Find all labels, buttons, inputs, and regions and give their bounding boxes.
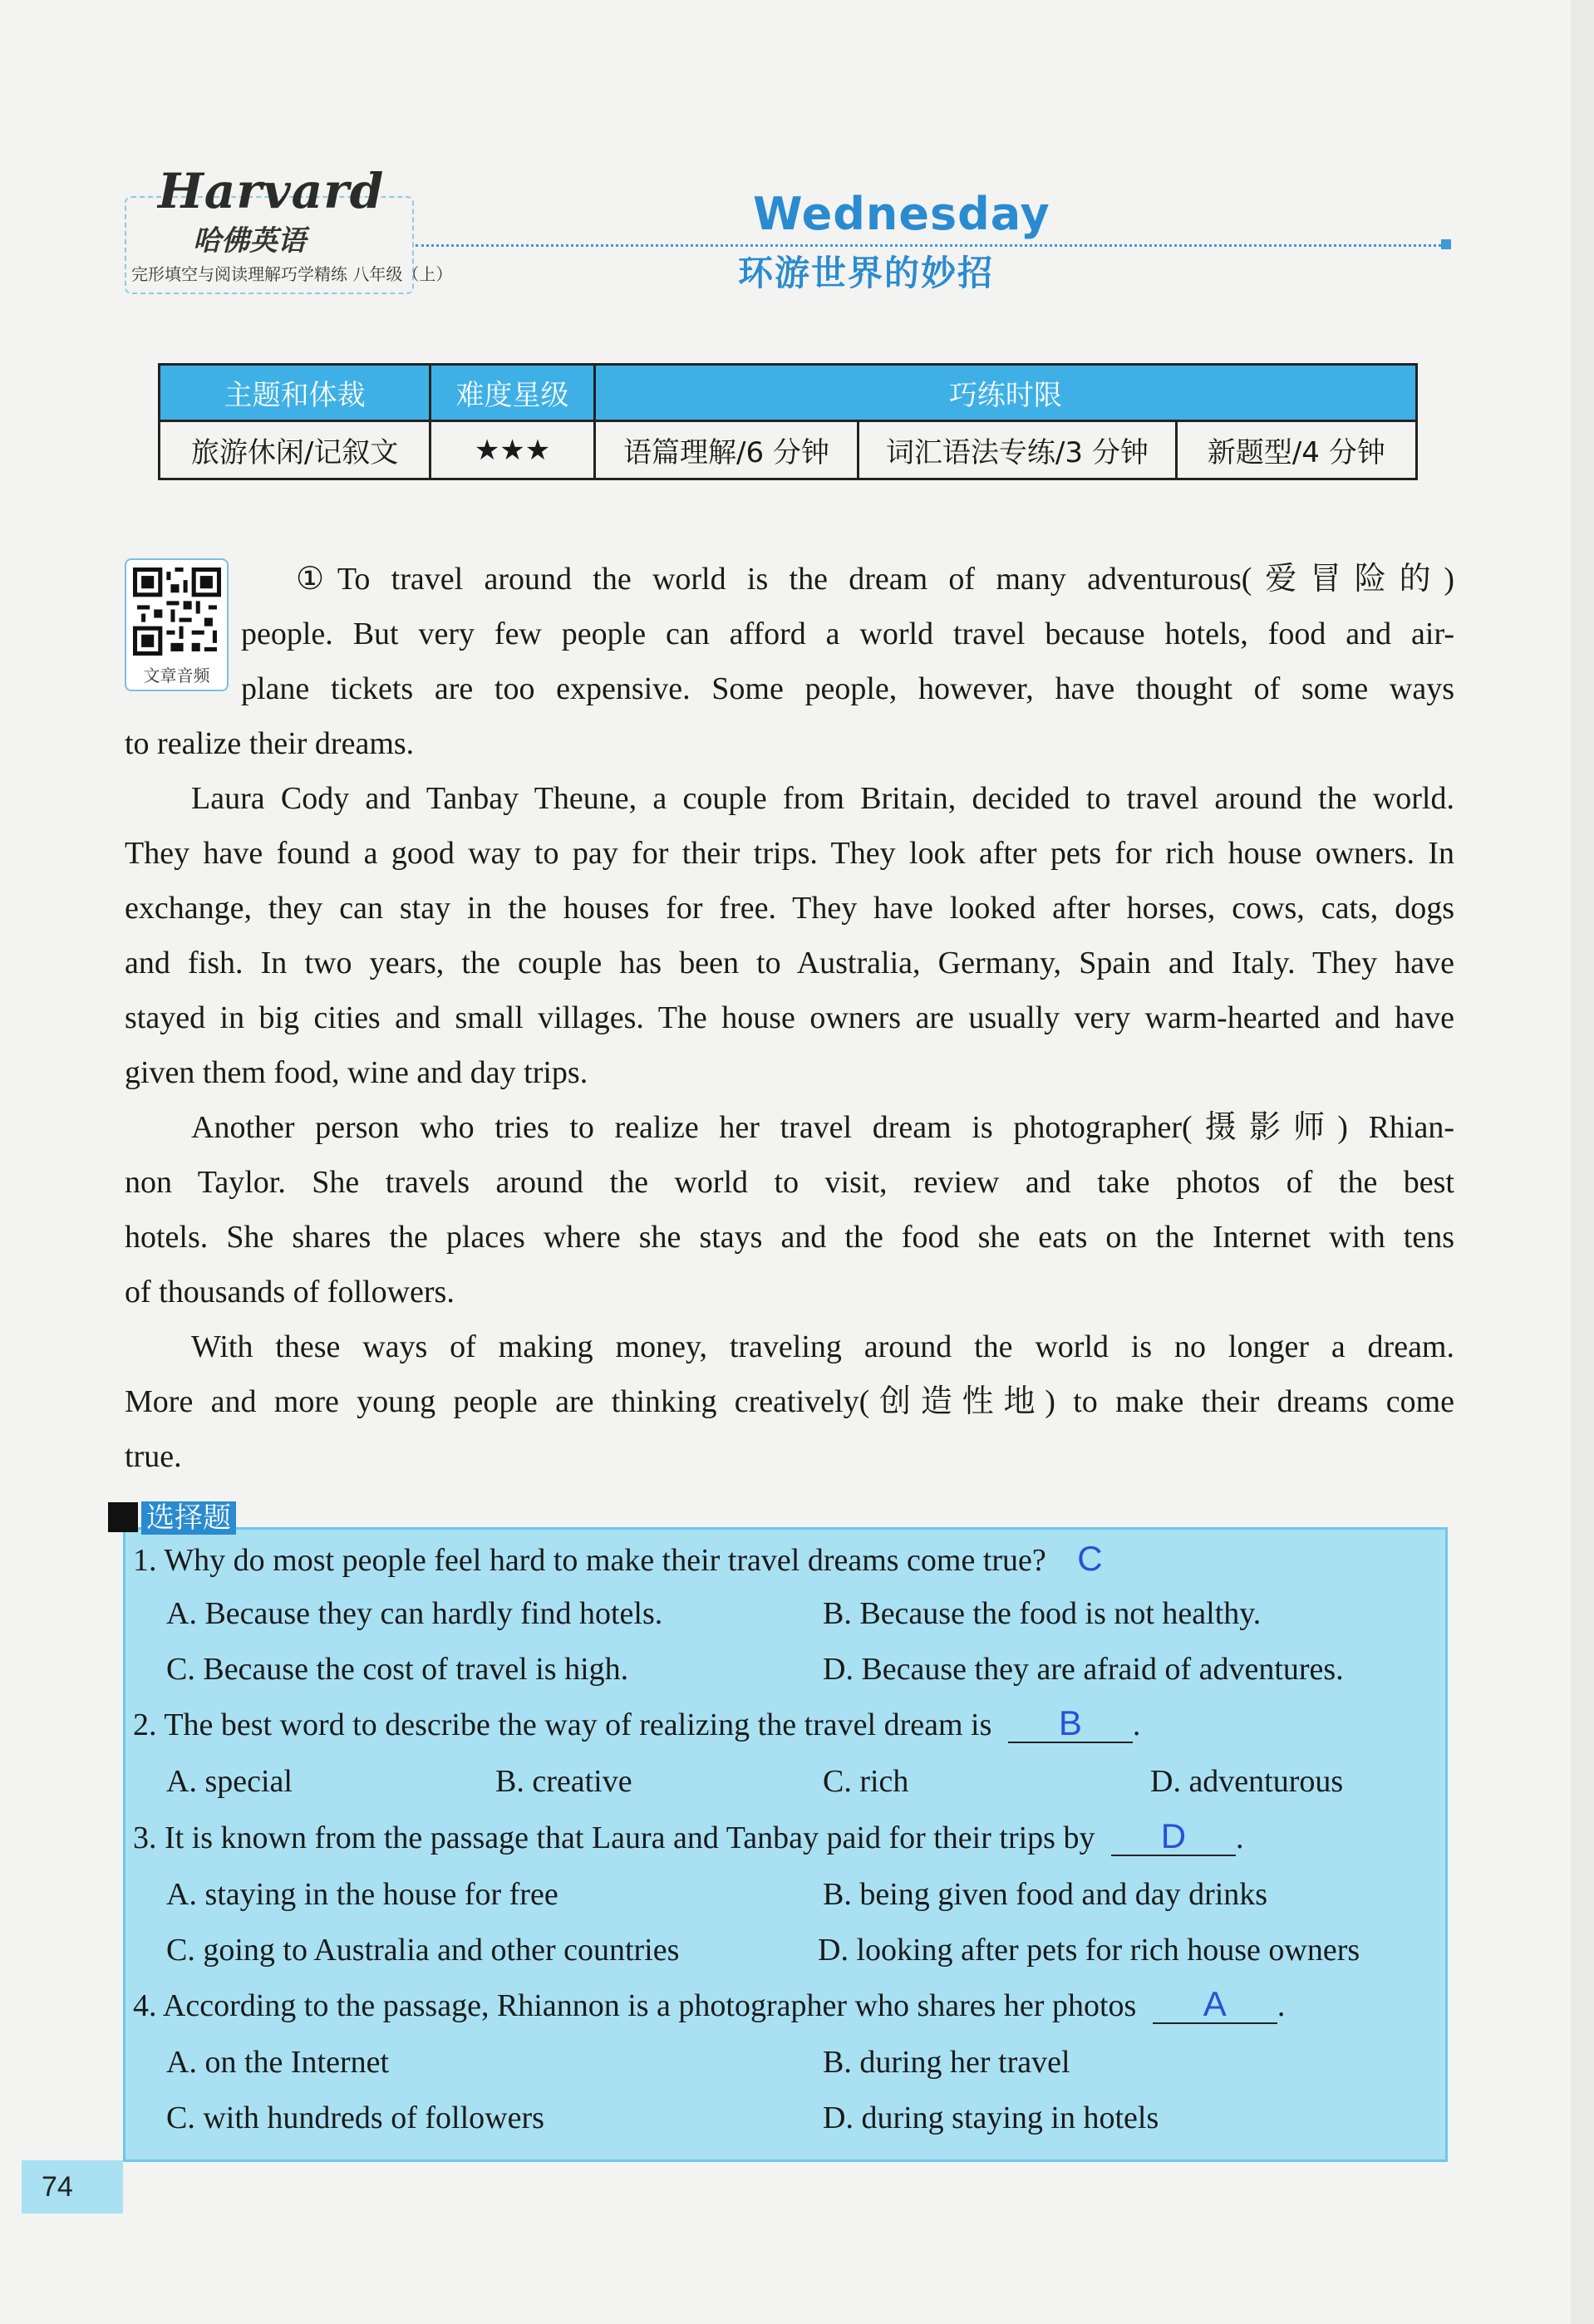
paragraph-2 [125,771,1454,1100]
question-4 [133,1984,1286,2024]
paragraph-line: More and more young people are thinking creatively(创造性地) to make their dreams come [125,1384,1454,1419]
paragraph-line: stayed in big cities and small villages. The house owners are usually very warm-hearted and have [125,1000,1454,1035]
paragraph-line: true. [125,1439,182,1474]
option-4b[interactable]: B. during her travel [823,2045,1070,2080]
paragraph-line: people. But very few people can afford a world travel because hotels, food and air- [241,617,1454,651]
paragraph-line: of thousands of followers. [125,1275,455,1309]
answer-3: D [1160,1816,1187,1855]
logo-subtitle: 哈佛英语 [193,224,306,258]
option-2c[interactable]: C. rich [823,1764,909,1799]
section-marker-icon [108,1502,138,1532]
paragraph-line: ①To travel around the world is the dream of many adventurous(爱冒险的) [296,562,1454,597]
option-4c[interactable]: C. with hundreds of followers [166,2100,544,2135]
option-3a[interactable]: A. staying in the house for free [166,1877,558,1912]
info-table-header [160,365,1417,421]
answer-1[interactable]: C [1077,1539,1103,1578]
option-2b[interactable]: B. creative [495,1764,632,1799]
paragraph-line: With these ways of making money, traveling around the world is no longer a dream. [191,1329,1454,1364]
option-2a[interactable]: A. special [166,1764,293,1799]
period: . [1277,1988,1286,2023]
question-2 [133,1703,1141,1743]
question-stem: 1. Why do most people feel hard to make their travel dreams come true? [133,1543,1046,1578]
paragraph-line: given them food, wine and day trips. [125,1055,588,1090]
cell-vocab-time: 词汇语法专练/3 分钟 [858,421,1176,479]
paragraph-line: to realize their dreams. [125,726,415,761]
cell-genre: 旅游休闲/记叙文 [160,421,430,479]
paragraph-1 [125,552,1454,771]
answer-blank-3[interactable] [1111,1816,1236,1856]
paragraph-line: exchange, they can stay in the houses for free. They have looked after horses, cows, cats, dogs [125,891,1454,926]
option-4a[interactable]: A. on the Internet [166,2045,390,2080]
page-edge [1571,0,1594,2324]
option-3d[interactable]: D. looking after pets for rich house owners [818,1933,1360,1968]
cell-newtype-time: 新题型/4 分钟 [1176,421,1416,479]
cell-reading-time: 语篇理解/6 分钟 [594,421,858,479]
paragraph-4 [125,1319,1454,1484]
question-stem: 4. According to the passage, Rhiannon is a photographer who shares her photos [133,1988,1137,2023]
header-time-limit: 巧练时限 [594,365,1416,421]
logo-title: Harvard [158,163,385,219]
question-stem: 2. The best word to describe the way of realizing the travel dream is [133,1707,992,1742]
paragraph-line: Laura Cody and Tanbay Theune, a couple from Britain, decided to travel around the world. [191,781,1454,816]
paragraph-3 [125,1100,1454,1319]
question-stem: 3. It is known from the passage that Laura and Tanbay paid for their trips by [133,1820,1095,1855]
answer-blank-4[interactable] [1153,1984,1277,2024]
paragraph-line: non Taylor. She travels around the world to visit, review and take photos of the best [125,1165,1454,1200]
cell-stars: ★★★ [430,421,594,479]
period: . [1132,1707,1141,1742]
info-table [158,363,1418,480]
option-1c[interactable]: C. Because the cost of travel is high. [166,1652,629,1687]
paragraph-line: hotels. She shares the places where she stays and the food she eats on the Internet with tens [125,1220,1454,1255]
answer-blank-2[interactable] [1008,1703,1133,1743]
paragraph-line: plane tickets are too expensive. Some people, however, have thought of some ways [241,671,1454,706]
question-3 [133,1816,1244,1856]
option-2d[interactable]: D. adventurous [1150,1764,1344,1799]
page-number: 74 [22,2160,123,2213]
header-divider-end [1441,239,1451,249]
option-3b[interactable]: B. being given food and day drinks [823,1877,1268,1912]
paragraph-line: and fish. In two years, the couple has been to Australia, Germany, Spain and Italy. They have [125,946,1454,980]
day-title: Wednesday [753,188,1050,240]
qr-label: 文章音频 [143,666,210,685]
option-1d[interactable]: D. Because they are afraid of adventures. [823,1652,1344,1687]
section-title: 选择题 [141,1501,236,1535]
option-4d[interactable]: D. during staying in hotels [823,2100,1159,2135]
topic-title: 环游世界的妙招 [738,253,995,293]
info-table-row [160,421,1417,479]
option-1b[interactable]: B. Because the food is not healthy. [823,1596,1262,1631]
paragraph-line: Another person who tries to realize her travel dream is photographer(摄影师) Rhian- [191,1110,1454,1145]
answer-2: B [1058,1703,1082,1742]
series-title: 完形填空与阅读理解巧学精练 八年级（上） [131,264,453,284]
header-difficulty: 难度星级 [430,365,594,421]
paragraph-line: They have found a good way to pay for their trips. They look after pets for rich house owners. In [125,836,1454,871]
answer-4: A [1203,1984,1227,2023]
header-topic: 主题和体裁 [160,365,430,421]
section-label [108,1501,236,1535]
question-1 [133,1539,1103,1579]
option-1a[interactable]: A. Because they can hardly find hotels. [166,1596,663,1631]
period: . [1235,1820,1244,1855]
option-3c[interactable]: C. going to Australia and other countries [166,1933,680,1968]
